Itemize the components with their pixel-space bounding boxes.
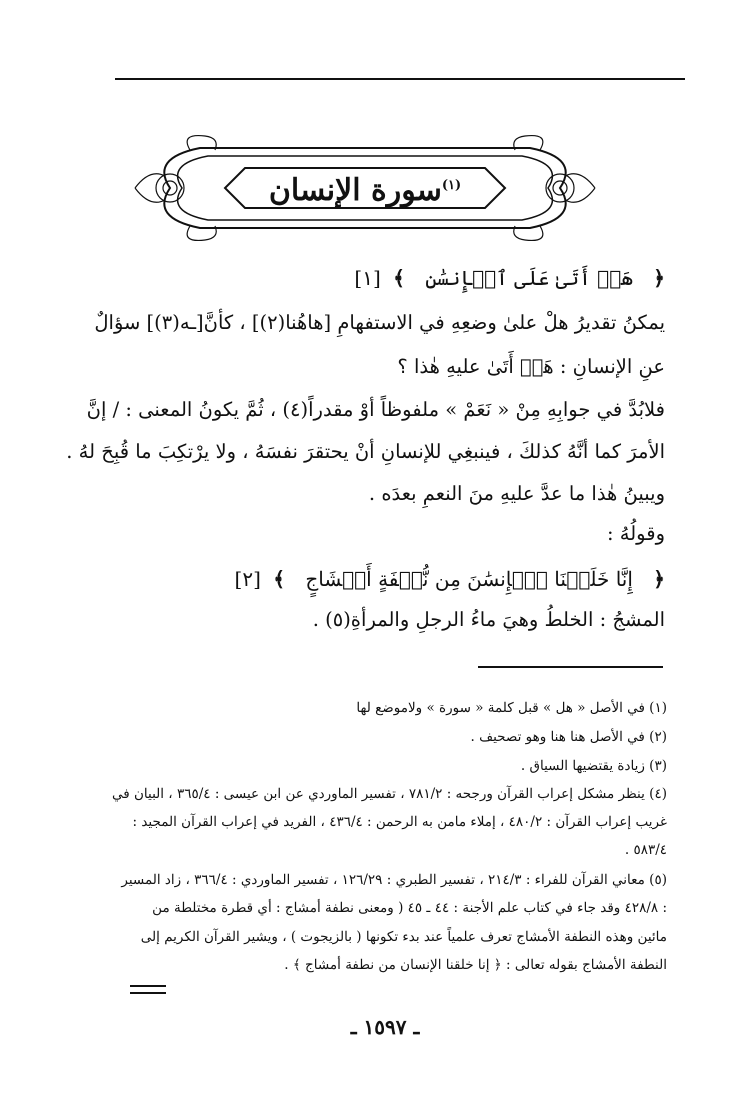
verse-1-text: هَلۡ أَتَىٰ عَلَى ٱلۡإِنسَٰنِ [425,266,633,290]
footnote-5-line-2: : ٤٢٨/٨ وقد جاء في كتاب علم الأجنة : ٤٤ ـ ٤٥ ( ومعنى نطفة أمشاج : أي قطرة مختلطة من [152,900,667,916]
page-number: ـ ١٥٩٧ ـ [350,1015,420,1039]
verse-1-close-bracket: ﴾ [393,266,405,290]
footnote-4-line-2: غريب إعراب القرآن : ٤٨٠/٢ ، إملاء مامن به الرحمن : ٤٣٦/٤ ، الفريد في إعراب القرآن المجيد : [132,814,667,830]
footnote-5-line-1: (٥) معاني القرآن للفراء : ٢١٤/٣ ، تفسير الطبري : ١٢٦/٢٩ ، تفسير الماوردي : ٣٦٦/٤ ، زاد المسير [121,872,667,888]
verse-2 [100,567,665,591]
footnote-5-line-4: النطفة الأمشاج بقوله تعالى : ﴿ إنا خلقنا الإنسان من نطفة أمشاج ﴾ . [284,957,667,973]
verse-1-open-bracket: ﴿ [653,266,665,290]
surah-title-text: سورة الإنسان [268,173,442,208]
surah-title-note: (١) [441,178,462,193]
definition: المشجُ : الخلطُ وهيَ ماءُ الرجلِ والمرأةِ(٥) . [312,608,665,631]
end-of-footnotes-mark [130,985,166,994]
verse-2-number: [٢] [234,567,261,591]
verse-2-text: إِنَّا خَلَقۡنَا ٱلۡإِنسَٰنَ مِن نُّطۡفَةٍ أَمۡشَاجٍ [305,567,633,591]
footnote-5-line-3: مائين وهذه النطفة الأمشاج تعرف علمياً عند بدء تكونها ( بالزيجوت ) ، ويشير القرآن الكريم إلى [140,929,667,945]
verse-1 [100,266,665,290]
verse-2-open-bracket: ﴿ [653,567,665,591]
top-rule [115,78,685,80]
verse-2-close-bracket: ﴾ [273,567,285,591]
footnote-1: (١) في الأصل « هل » قبل كلمة « سورة » ولاموضع لها [356,700,667,716]
paragraph-5: ويبينُ هٰذا ما عدَّ عليهِ منَ النعمِ بعدَه . [368,482,665,505]
paragraph-1: يمكنُ تقديرُ هلْ علىٰ وضعِهِ في الاستفهامِ [هاهُنا(٢)] ، كأنَّ[ـه(٣)] سؤالٌ [94,311,665,334]
paragraph-6: وقولُهُ : [607,522,665,545]
paragraph-4: الأمرَ كما أنَّهُ كذلكَ ، فينبغِي للإنسانِ أنْ يحتقرَ نفسَهُ ، ولا يرْتكِبَ ما قُبِحَ لهُ . [66,440,665,463]
footnote-4-line-3: ٥٨٣/٤ . [624,842,667,858]
verse-1-number: [١] [354,266,381,290]
paragraph-3: فلابُدَّ في جوابِهِ مِنْ « نَعَمْ » ملفوظاً أوْ مقدراً(٤) ، ثُمَّ يكونُ المعنى : / إنَّ [86,398,665,421]
footnote-2: (٢) في الأصل هنا هنا وهو تصحيف . [470,729,667,745]
footnote-4-line-1: (٤) ينظر مشكل إعراب القرآن ورجحه : ٧٨١/٢ ، تفسير الماوردي عن ابن عيسى : ٣٦٥/٤ ، البيان في [111,786,667,802]
footnote-3: (٣) زيادة يقتضيها السياق . [520,758,667,774]
surah-title [260,163,470,209]
footnote-separator [478,666,663,668]
paragraph-2: عنِ الإنسانِ : هَلۡ أَتَىٰ عليهِ هٰذا ؟ [397,355,665,378]
